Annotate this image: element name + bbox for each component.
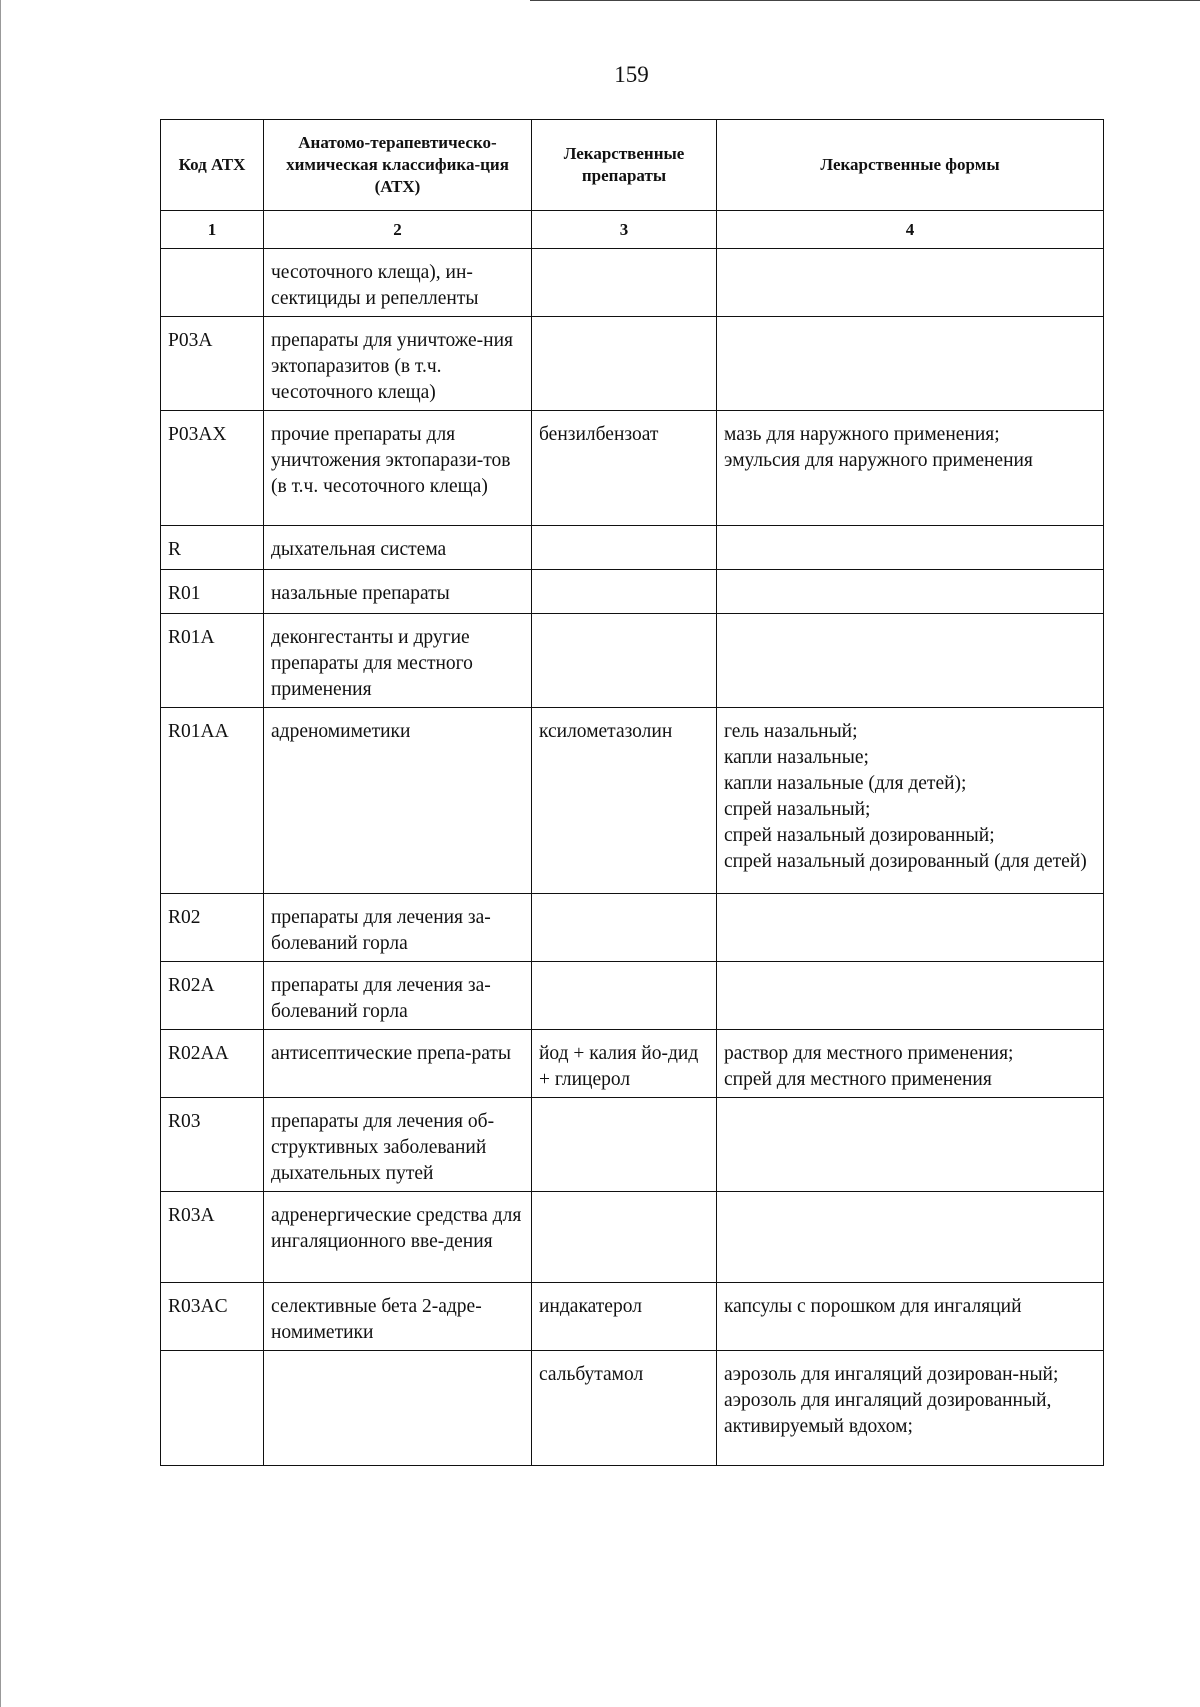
classification-cell: чесоточного клеща), ин-сектициды и репелленты xyxy=(264,249,532,317)
drug-cell: бензилбензоат xyxy=(532,411,717,526)
table-row xyxy=(161,1283,1104,1351)
drug-cell xyxy=(532,317,717,411)
table-row xyxy=(161,249,1104,317)
atx-code-cell: R03A xyxy=(161,1192,264,1283)
table-row xyxy=(161,962,1104,1030)
column-number: 3 xyxy=(532,211,717,249)
classification-cell: назальные препараты xyxy=(264,570,532,614)
dosage-form-item: аэрозоль для ингаляций дозированный, активируемый вдохом; xyxy=(724,1390,1052,1437)
header-drugs: Лекарственные препараты xyxy=(532,120,717,211)
atx-code-cell xyxy=(161,1351,264,1466)
dosage-form-item: спрей назальный дозированный (для детей) xyxy=(724,851,1087,872)
table-row xyxy=(161,1030,1104,1098)
drug-cell xyxy=(532,1098,717,1192)
drug-cell xyxy=(532,894,717,962)
dosage-forms-cell xyxy=(717,962,1104,1030)
classification-cell xyxy=(264,1351,532,1466)
classification-cell: селективные бета 2-адре-номиметики xyxy=(264,1283,532,1351)
table-row xyxy=(161,614,1104,708)
dosage-forms-cell xyxy=(717,249,1104,317)
classification-cell: препараты для уничтоже-ния эктопаразитов (в т.ч. чесоточного клеща) xyxy=(264,317,532,411)
table-row xyxy=(161,894,1104,962)
drug-cell xyxy=(532,1192,717,1283)
classification-cell: адреномиметики xyxy=(264,708,532,894)
table-row xyxy=(161,570,1104,614)
drug-cell xyxy=(532,526,717,570)
atx-code-cell: R01 xyxy=(161,570,264,614)
column-number-row xyxy=(161,211,1104,249)
atx-table xyxy=(160,119,1104,1466)
table-row xyxy=(161,317,1104,411)
drug-cell: индакатерол xyxy=(532,1283,717,1351)
dosage-forms-cell xyxy=(717,526,1104,570)
header-dosage-forms: Лекарственные формы xyxy=(717,120,1104,211)
drug-cell xyxy=(532,570,717,614)
classification-cell: препараты для лечения об-структивных заболеваний дыхательных путей xyxy=(264,1098,532,1192)
table-row xyxy=(161,1098,1104,1192)
scan-edge-line xyxy=(0,0,1,1707)
header-atx-code: Код АТХ xyxy=(161,120,264,211)
classification-cell: препараты для лечения за-болеваний горла xyxy=(264,962,532,1030)
header-row xyxy=(161,120,1104,211)
atx-code-cell: R03AC xyxy=(161,1283,264,1351)
atx-code-cell: R02A xyxy=(161,962,264,1030)
classification-cell: дыхательная система xyxy=(264,526,532,570)
classification-cell: прочие препараты для уничтожения эктопарази-тов (в т.ч. чесоточного клеща) xyxy=(264,411,532,526)
dosage-forms-cell xyxy=(717,317,1104,411)
table-row xyxy=(161,708,1104,894)
table-row xyxy=(161,1192,1104,1283)
atx-code-cell: R03 xyxy=(161,1098,264,1192)
dosage-form-item: аэрозоль для ингаляций дозирован-ный; xyxy=(724,1364,1059,1385)
dosage-forms-cell xyxy=(717,411,1104,526)
atx-code-cell: P03AX xyxy=(161,411,264,526)
atx-code-cell: R02 xyxy=(161,894,264,962)
drug-cell xyxy=(532,962,717,1030)
column-number: 2 xyxy=(264,211,532,249)
drug-cell xyxy=(532,614,717,708)
header-classification: Анатомо-терапевтическо-химическая классифика-ция (АТХ) xyxy=(264,120,532,211)
dosage-forms-cell xyxy=(717,1283,1104,1351)
dosage-forms-cell xyxy=(717,1030,1104,1098)
dosage-form-item: капли назальные (для детей); xyxy=(724,773,967,794)
atx-code-cell: R xyxy=(161,526,264,570)
dosage-form-item: спрей назальный; xyxy=(724,799,871,820)
dosage-form-item: раствор для местного применения; xyxy=(724,1043,1014,1064)
atx-code-cell: P03A xyxy=(161,317,264,411)
scan-top-rule xyxy=(530,0,1200,1)
dosage-form-item: мазь для наружного применения; xyxy=(724,424,1000,445)
page-number: 159 xyxy=(614,62,649,87)
dosage-form-item: спрей для местного применения xyxy=(724,1069,992,1090)
dosage-forms-cell xyxy=(717,570,1104,614)
dosage-form-item: капсулы с порошком для ингаляций xyxy=(724,1296,1022,1317)
dosage-forms-cell xyxy=(717,1192,1104,1283)
atx-code-cell: R01AA xyxy=(161,708,264,894)
atx-code-cell xyxy=(161,249,264,317)
drug-cell: сальбутамол xyxy=(532,1351,717,1466)
drug-cell: йод + калия йо-дид + глицерол xyxy=(532,1030,717,1098)
drug-cell: ксилометазолин xyxy=(532,708,717,894)
classification-cell: деконгестанты и другие препараты для местного применения xyxy=(264,614,532,708)
atx-code-cell: R02AA xyxy=(161,1030,264,1098)
dosage-forms-cell xyxy=(717,894,1104,962)
classification-cell: антисептические препа-раты xyxy=(264,1030,532,1098)
table-row xyxy=(161,526,1104,570)
dosage-forms-cell xyxy=(717,1098,1104,1192)
classification-cell: препараты для лечения за-болеваний горла xyxy=(264,894,532,962)
classification-cell: адренергические средства для ингаляционного вве-дения xyxy=(264,1192,532,1283)
dosage-form-item: спрей назальный дозированный; xyxy=(724,825,995,846)
column-number: 1 xyxy=(161,211,264,249)
table-row xyxy=(161,411,1104,526)
dosage-form-item: эмульсия для наружного применения xyxy=(724,450,1033,471)
drug-cell xyxy=(532,249,717,317)
atx-code-cell: R01A xyxy=(161,614,264,708)
dosage-forms-cell xyxy=(717,708,1104,894)
table-body xyxy=(161,249,1104,1466)
dosage-form-item: гель назальный; xyxy=(724,721,858,742)
column-number: 4 xyxy=(717,211,1104,249)
dosage-forms-cell xyxy=(717,1351,1104,1466)
dosage-forms-cell xyxy=(717,614,1104,708)
dosage-form-item: капли назальные; xyxy=(724,747,869,768)
table-row xyxy=(161,1351,1104,1466)
